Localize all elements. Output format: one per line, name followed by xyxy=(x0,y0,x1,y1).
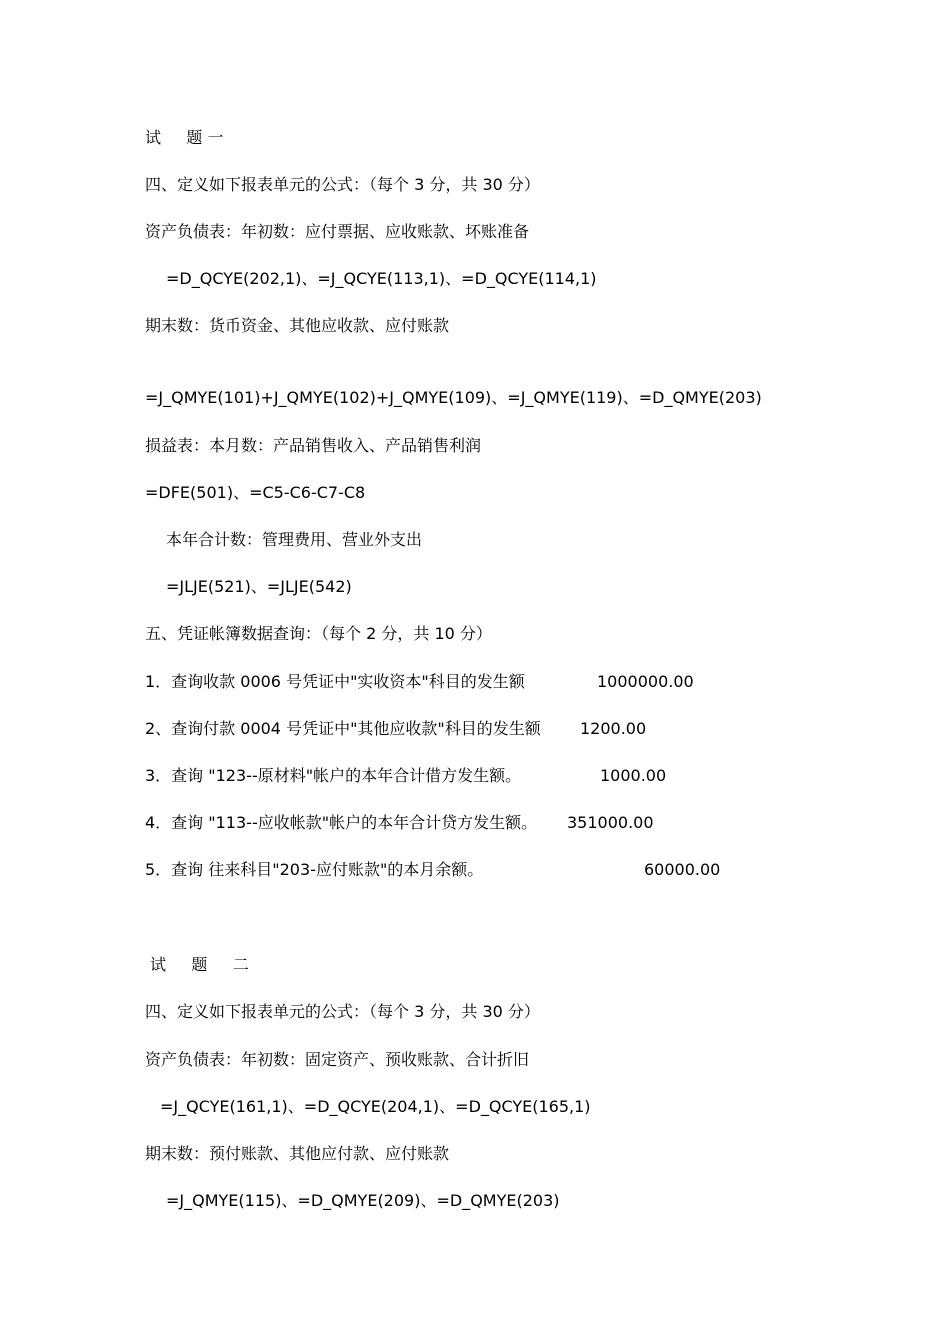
exam1-section4-title: 四、定义如下报表单元的公式：（每个 3 分，共 30 分） xyxy=(145,175,540,194)
query-text: 4．查询 "113--应收帐款"帐户的本年合计贷方发生额。 xyxy=(145,813,538,832)
exam1-income-year-formula: =JLJE(521)、=JLJE(542) xyxy=(166,577,352,596)
query-value: 351000.00 xyxy=(567,813,654,832)
exam1-income-month-label: 损益表：本月数：产品销售收入、产品销售利润 xyxy=(145,436,482,455)
exam2-balance-opening-formula: =J_QCYE(161,1)、=D_QCYE(204,1)、=D_QCYE(165,1) xyxy=(160,1097,591,1116)
exam1-balance-closing-formula: =J_QMYE(101)+J_QMYE(102)+J_QMYE(109)、=J_QMYE(119)、=D_QMYE(203) xyxy=(145,388,762,407)
exam2-balance-closing-label: 期末数：预付账款、其他应付款、应付账款 xyxy=(145,1144,450,1163)
exam2-balance-opening-label: 资产负债表：年初数：固定资产、预收账款、合计折旧 xyxy=(145,1050,530,1069)
query-value: 1000.00 xyxy=(600,766,667,785)
exam1-heading: 试 题 一 xyxy=(145,128,224,147)
exam1-income-year-label: 本年合计数：管理费用、营业外支出 xyxy=(166,530,423,549)
query-text: 5．查询 往来科目"203-应付账款"的本月余额。 xyxy=(145,860,484,879)
query-text: 3．查询 "123--原材料"帐户的本年合计借方发生额。 xyxy=(145,766,522,785)
query-value: 1000000.00 xyxy=(597,672,694,691)
query-text: 2、查询付款 0004 号凭证中"其他应收款"科目的发生额 xyxy=(145,719,541,738)
exam2-balance-closing-formula: =J_QMYE(115)、=D_QMYE(209)、=D_QMYE(203) xyxy=(166,1191,560,1210)
exam1-balance-opening-label: 资产负债表：年初数：应付票据、应收账款、坏账准备 xyxy=(145,222,530,241)
query-value: 60000.00 xyxy=(644,860,721,879)
exam1-balance-opening-formula: =D_QCYE(202,1)、=J_QCYE(113,1)、=D_QCYE(114,1) xyxy=(166,269,597,288)
query-text: 1．查询收款 0006 号凭证中"实收资本"科目的发生额 xyxy=(145,672,525,691)
exam1-section5-title: 五、凭证帐簿数据查询：（每个 2 分，共 10 分） xyxy=(145,624,492,643)
exam2-section4-title: 四、定义如下报表单元的公式：（每个 3 分，共 30 分） xyxy=(145,1002,540,1021)
exam2-heading: 试 题 二 xyxy=(150,955,249,974)
exam1-income-month-formula: =DFE(501)、=C5-C6-C7-C8 xyxy=(145,483,366,502)
query-value: 1200.00 xyxy=(580,719,647,738)
exam1-balance-closing-label: 期末数：货币资金、其他应收款、应付账款 xyxy=(145,316,450,335)
